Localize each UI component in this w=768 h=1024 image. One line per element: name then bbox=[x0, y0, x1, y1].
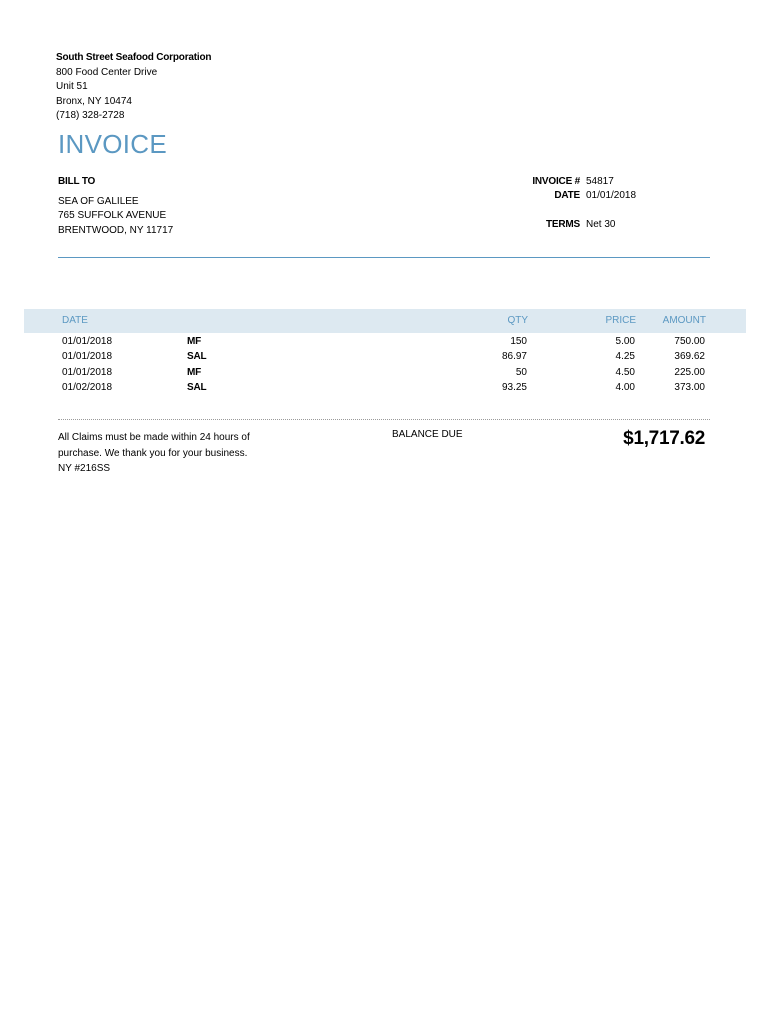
company-city-state-zip: Bronx, NY 10474 bbox=[56, 95, 132, 107]
invoice-terms-row bbox=[480, 219, 680, 233]
invoice-terms-label: TERMS bbox=[545, 219, 580, 230]
invoice-date-row bbox=[480, 190, 680, 204]
bill-to-address bbox=[58, 195, 173, 238]
row-amount: 369.62 bbox=[674, 351, 705, 363]
company-address-block bbox=[56, 51, 211, 124]
row-amount: 225.00 bbox=[674, 366, 705, 378]
row-price: 4.00 bbox=[615, 381, 635, 393]
bill-to-street: 765 SUFFOLK AVENUE bbox=[58, 210, 167, 222]
header-price: PRICE bbox=[605, 315, 636, 326]
table-row bbox=[0, 382, 768, 397]
invoice-terms-value: Net 30 bbox=[586, 219, 616, 230]
invoice-title: INVOICE bbox=[58, 129, 168, 159]
footer-note-line-3: NY #216SS bbox=[58, 463, 111, 474]
row-amount: 373.00 bbox=[674, 381, 705, 393]
company-phone: (718) 328-2728 bbox=[56, 110, 125, 122]
row-date: 01/01/2018 bbox=[62, 366, 113, 378]
balance-due-label: BALANCE DUE bbox=[392, 429, 463, 440]
footer-note bbox=[58, 430, 278, 477]
line-items bbox=[0, 336, 768, 397]
row-price: 5.00 bbox=[615, 336, 635, 347]
header-divider bbox=[58, 257, 710, 258]
row-date: 01/02/2018 bbox=[62, 381, 113, 393]
row-qty: 86.97 bbox=[501, 351, 527, 363]
row-amount: 750.00 bbox=[674, 336, 705, 347]
company-address-line-1: 800 Food Center Drive bbox=[56, 66, 158, 78]
row-date: 01/01/2018 bbox=[62, 336, 113, 347]
totals-divider bbox=[58, 419, 710, 420]
row-item: SAL bbox=[187, 351, 207, 363]
row-qty: 93.25 bbox=[501, 381, 527, 393]
company-address-line-2: Unit 51 bbox=[56, 81, 88, 93]
row-date: 01/01/2018 bbox=[62, 351, 113, 363]
row-qty: 150 bbox=[510, 336, 527, 347]
table-row bbox=[0, 336, 768, 351]
balance-due-amount: $1,717.62 bbox=[623, 428, 705, 449]
company-name: South Street Seafood Corporation bbox=[56, 52, 212, 63]
invoice-date-value: 01/01/2018 bbox=[586, 190, 637, 201]
bill-to-label: BILL TO bbox=[58, 176, 96, 187]
row-item: MF bbox=[187, 366, 202, 378]
row-item: SAL bbox=[187, 381, 207, 393]
table-row bbox=[0, 367, 768, 382]
row-item: MF bbox=[187, 336, 202, 347]
footer-note-line-2: purchase. We thank you for your business. bbox=[58, 447, 248, 459]
header-qty: QTY bbox=[507, 315, 528, 326]
bill-to-city-state-zip: BRENTWOOD, NY 11717 bbox=[58, 224, 174, 236]
bill-to-name: SEA OF GALILEE bbox=[58, 196, 139, 207]
invoice-number-label: INVOICE # bbox=[532, 176, 580, 187]
row-qty: 50 bbox=[515, 366, 527, 378]
invoice-number-row bbox=[480, 176, 680, 190]
row-price: 4.25 bbox=[615, 351, 635, 363]
footer-note-line-1: All Claims must be made within 24 hours of bbox=[58, 432, 250, 443]
header-date: DATE bbox=[62, 315, 88, 326]
header-amount: AMOUNT bbox=[662, 315, 706, 326]
invoice-meta bbox=[480, 176, 680, 233]
table-header bbox=[24, 309, 746, 333]
invoice-number-value: 54817 bbox=[586, 176, 614, 187]
table-row bbox=[0, 351, 768, 366]
row-price: 4.50 bbox=[615, 366, 635, 378]
invoice-date-label: DATE bbox=[554, 190, 580, 201]
